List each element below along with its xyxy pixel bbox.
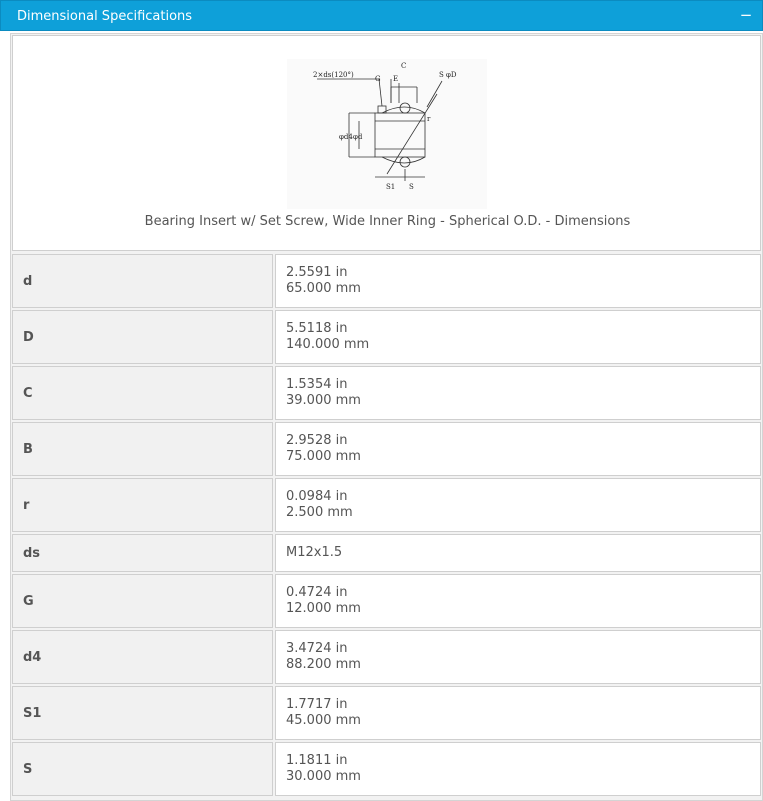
spec-value xyxy=(275,254,761,308)
spec-row xyxy=(12,686,761,740)
spec-value xyxy=(275,574,761,628)
drawing-label-c: C xyxy=(401,62,407,70)
spec-row xyxy=(12,254,761,308)
spec-value-in: 1.5354 in xyxy=(286,377,348,392)
drawing-label-d: φd xyxy=(353,133,363,141)
spec-value xyxy=(275,478,761,532)
spec-value-mm: 30.000 mm xyxy=(286,769,361,784)
spec-label: r xyxy=(12,478,273,532)
spec-value-mm: 39.000 mm xyxy=(286,393,361,408)
spec-value-in: 2.5591 in xyxy=(286,265,348,280)
bearing-dimension-drawing xyxy=(287,59,487,209)
spec-value-in: 3.4724 in xyxy=(286,641,348,656)
spec-label: d4 xyxy=(12,630,273,684)
figure-cell xyxy=(12,35,761,251)
spec-value-mm: 65.000 mm xyxy=(286,281,361,296)
spec-row xyxy=(12,630,761,684)
spec-value xyxy=(275,630,761,684)
panel-title: Dimensional Specifications xyxy=(17,9,193,24)
spec-label: ds xyxy=(12,534,273,572)
spec-value-mm: 2.500 mm xyxy=(286,505,353,520)
spec-value-in: 5.5118 in xyxy=(286,321,348,336)
drawing-label-set-screw: 2×ds(120°) xyxy=(313,71,354,79)
spec-label: G xyxy=(12,574,273,628)
drawing-label-e: E xyxy=(393,75,399,83)
spec-value-mm: 75.000 mm xyxy=(286,449,361,464)
spec-value xyxy=(275,422,761,476)
spec-value xyxy=(275,366,761,420)
spec-row xyxy=(12,478,761,532)
spec-value-mm: 88.200 mm xyxy=(286,657,361,672)
panel-header[interactable] xyxy=(0,0,763,31)
drawing-label-r: r xyxy=(427,115,431,123)
spec-label: B xyxy=(12,422,273,476)
spec-value-thread: M12x1.5 xyxy=(286,545,343,560)
spec-label: S1 xyxy=(12,686,273,740)
spec-row xyxy=(12,366,761,420)
figure-caption: Bearing Insert w/ Set Screw, Wide Inner Ring - Spherical O.D. - Dimensions xyxy=(144,214,631,229)
minus-icon[interactable]: − xyxy=(739,6,753,24)
drawing-label-s: S xyxy=(409,183,414,191)
spec-value-in: 2.9528 in xyxy=(286,433,348,448)
spec-value xyxy=(275,310,761,364)
spec-value-mm: 12.000 mm xyxy=(286,601,361,616)
spec-row xyxy=(12,574,761,628)
spec-value-in: 1.1811 in xyxy=(286,753,348,768)
spec-label: S xyxy=(12,742,273,796)
spec-label: D xyxy=(12,310,273,364)
drawing-label-g: G xyxy=(375,75,381,83)
spec-label: d xyxy=(12,254,273,308)
spec-value xyxy=(275,686,761,740)
spec-row xyxy=(12,534,761,572)
spec-row xyxy=(12,422,761,476)
spec-value-in: 1.7717 in xyxy=(286,697,348,712)
spec-value-in: 0.4724 in xyxy=(286,585,348,600)
spec-row xyxy=(12,310,761,364)
spec-label: C xyxy=(12,366,273,420)
spec-value-mm: 45.000 mm xyxy=(286,713,361,728)
spec-value xyxy=(275,742,761,796)
spec-value-in: 0.0984 in xyxy=(286,489,348,504)
drawing-label-sd: S φD xyxy=(439,71,457,79)
spec-value xyxy=(275,534,761,572)
drawing-label-s1: S1 xyxy=(386,183,396,191)
spec-row xyxy=(12,742,761,796)
drawing-label-d4: φd4 xyxy=(339,133,353,141)
spec-value-mm: 140.000 mm xyxy=(286,337,370,352)
